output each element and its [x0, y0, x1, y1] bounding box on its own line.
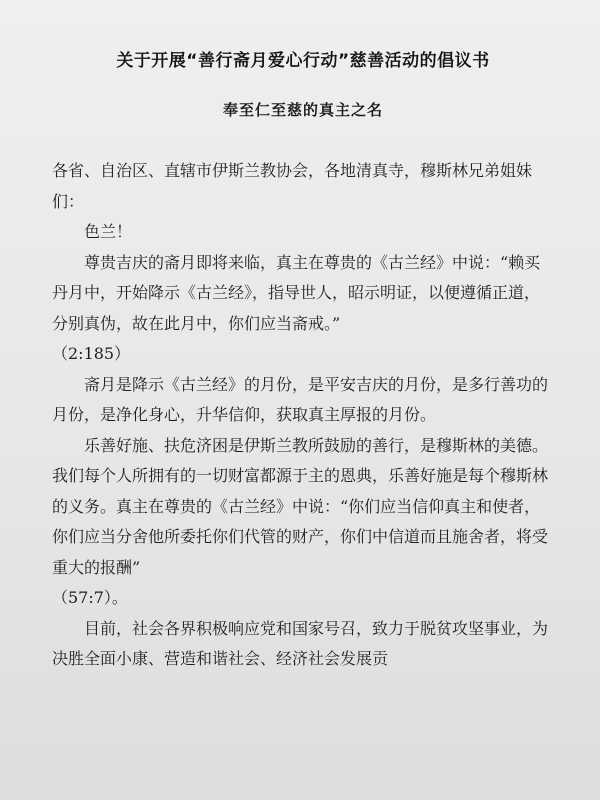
paragraph-2: 斋月是降示《古兰经》的月份，是平安吉庆的月份，是多行善功的月份，是净化身心，升华信仰，获取真主厚报的月份。: [52, 374, 549, 424]
verse-reference-2: （57:7）。: [52, 588, 128, 607]
paragraph-1: 尊贵吉庆的斋月即将来临，真主在尊贵的《古兰经》中说：“赖买丹月中，开始降示《古兰经》，指导世人，昭示明证，以便遵循正道，分别真伪，故在此月中，你们应当斋戒。”: [52, 252, 541, 333]
document-title: 关于开展“善行斋月爱心行动”慈善活动的倡议书: [116, 51, 490, 71]
greeting: 色兰！: [84, 222, 133, 241]
verse-reference-1: （2:185）: [52, 344, 131, 363]
document-body: [52, 156, 554, 675]
document-subtitle: 奉至仁至慈的真主之名: [222, 101, 383, 119]
paragraph-3: 乐善好施、扶危济困是伊斯兰教所鼓励的善行，是穆斯林的美德。我们每个人所拥有的一切财富都源于主的恩典，乐善好施是每个穆斯林的义务。真主在尊贵的《古兰经》中说：“你们应当信仰真主和使者，你们应当分舍他所委托你们代管的财产，你们中信道而且施舍者，将受重大的报酬”: [52, 435, 549, 577]
paragraph-4: 目前，社会各界积极响应党和国家号召，致力于脱贫攻坚事业，为决胜全面小康、营造和谐社会、经济社会发展贡: [52, 618, 549, 668]
salutation: 各省、自治区、直辖市伊斯兰教协会，各地清真寺，穆斯林兄弟姐妹们：: [52, 161, 533, 211]
